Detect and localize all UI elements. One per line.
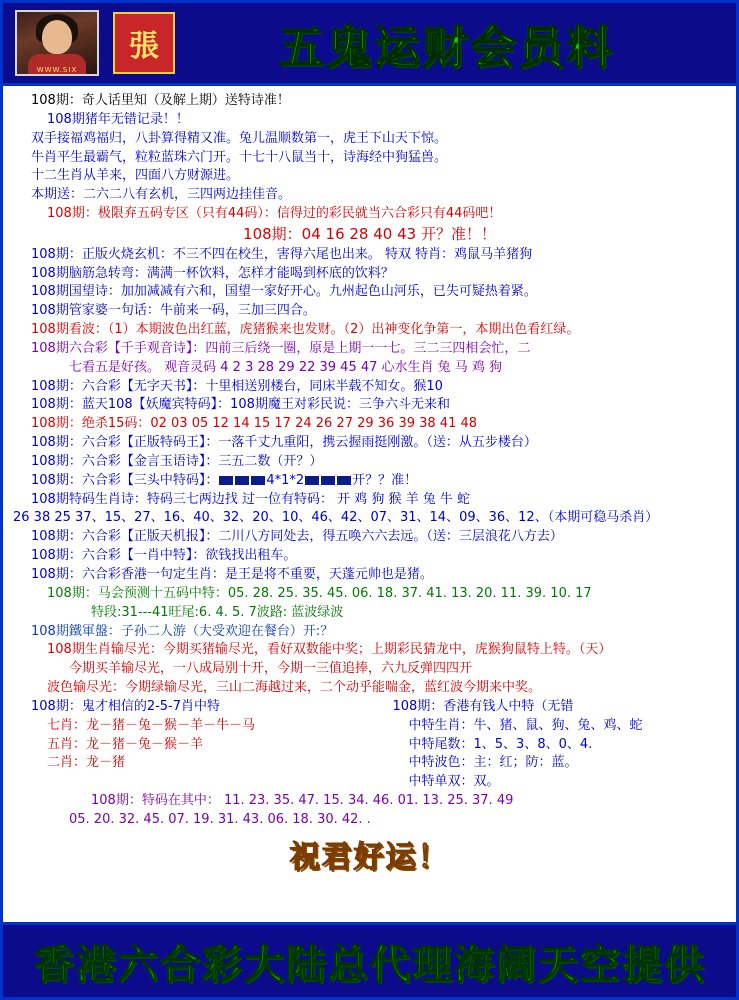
content-line: 108期：正版火烧玄机：不三不四在校生，害得六尾也出来。 特双 特肖：鸡鼠马羊猪狗 bbox=[31, 246, 533, 262]
content-line: 本期送：二六二八有玄机，三四两边挂佳音。 bbox=[31, 187, 292, 203]
content-line: 108期国望诗：加加减减有六和，国望一家好开心。九州起色山河乐，已失可疑热着紧。 bbox=[31, 284, 537, 300]
content-line: 26 38 25 37、15、27、16、40、32、20、10、46、42、07、31、14、09、36、12、（本期可稳马杀肖） bbox=[13, 510, 659, 526]
content-line: 七看五是好孩。 观音灵码 4 2 3 28 29 22 39 45 47 心水生肖 兔 马 鸡 狗 bbox=[69, 359, 503, 375]
block-marker bbox=[321, 476, 335, 485]
line-text: 开？？准！ bbox=[352, 472, 418, 488]
page-title: 五鬼运财会员料 bbox=[278, 20, 615, 74]
content-line: 108期特码生肖诗：特码三七两边找 过一位有特码： 开 鸡 狗 猴 羊 兔 牛 蛇 bbox=[31, 491, 471, 507]
tail-line-list bbox=[13, 792, 726, 830]
content-line: 七肖：龙－猪－兔－猴－羊－牛－马 bbox=[47, 717, 256, 733]
content-line: 108期：六合彩【一肖中特】：欲钱找出租车。 bbox=[31, 548, 297, 564]
content-line: 中特单双：双。 bbox=[408, 774, 500, 790]
content-line: 108期：六合彩香港一句定生肖：是王是将不重要，天蓬元帅也是猪。 bbox=[31, 567, 433, 582]
content-line: 中特波色：主：红；防：蓝。 bbox=[408, 755, 578, 771]
block-marker bbox=[305, 476, 319, 485]
content-line: 波色输尽光：今期绿输尽光，三山二海越过来，二个动乎能喘金，蓝红波今期来中奖。 bbox=[47, 680, 542, 696]
portrait-image bbox=[15, 10, 99, 76]
block-marker bbox=[219, 476, 233, 485]
content-line: 108期：六合彩【正版特码王】：一落千丈九重阳，携云握雨挺刚激。（送：从五步楼台） bbox=[31, 435, 537, 451]
right-column bbox=[375, 698, 727, 792]
content-line: 五肖：龙－猪－兔－猴－羊 bbox=[47, 736, 204, 752]
block-marker bbox=[251, 476, 265, 485]
portrait-face bbox=[42, 20, 72, 54]
content-line: 二肖：龙－猪 bbox=[47, 755, 126, 771]
line-text: 4*1*2 bbox=[266, 472, 305, 488]
content-line: 108期：奇人话里知（及解上期）送特诗准！ bbox=[31, 93, 290, 108]
block-marker bbox=[337, 476, 351, 485]
content-line: 108期：极限弃五码专区（只有44码）：信得过的彩民就当六合彩只有44码吧！ bbox=[47, 206, 502, 222]
content-line: 108期：六合彩【金言玉语诗】：三五二数（开？） bbox=[31, 453, 323, 469]
content-line: 108期：六合彩【正版天机报】：二川八方同处去，得五唤六六去远。（送：三层浪花八方去） bbox=[31, 529, 563, 545]
content-line: 108期管家婆一句话：牛前来一码，三加三四合。 bbox=[31, 303, 316, 319]
body-line-list bbox=[13, 92, 726, 698]
line-text: 108期：六合彩【三头中特码】： bbox=[31, 472, 219, 488]
two-column-block bbox=[13, 698, 726, 792]
footer-text: 香港六合彩大陆总代理海阔天空提供 bbox=[33, 941, 706, 988]
brand-badge: 張 bbox=[113, 12, 175, 74]
page-footer bbox=[3, 922, 736, 997]
lucky-wish: 祝君好运！ bbox=[289, 839, 450, 875]
content-line: 108期：蓝天108【妖魔宾特码】：108期魔王对彩民说：三争六斗无来和 bbox=[31, 397, 450, 413]
content-line: 中特生肖：牛、猪、鼠、狗、兔、鸡、蛇 bbox=[408, 717, 643, 733]
content-line: 双手接福鸡福归，八卦算得精又准。兔儿温顺数第一，虎王下山天下惊。 bbox=[31, 130, 448, 146]
content-line: 中特尾数：1、5、3、8、0、4. bbox=[408, 736, 593, 752]
main-content bbox=[3, 86, 736, 879]
content-line: 牛肖平生最霸气，粒粒蓝珠六门开。十七十八鼠当十，诗海经中狗猛兽。 bbox=[31, 149, 448, 165]
content-line: 108期生肖输尽光：今期买猪输尽光，看好双数能中奖；上期彩民猜龙中，虎猴狗鼠特上特。（天） bbox=[47, 642, 612, 658]
content-line: 108期：04 16 28 40 43 开？准！！ bbox=[243, 224, 496, 243]
content-line: 108期：香港有钱人中特（无错 bbox=[392, 698, 574, 714]
content-line: 十二生肖从羊来，四面八方财源进。 bbox=[31, 168, 240, 184]
content-line bbox=[13, 472, 726, 491]
content-line: 108期看波：（1）本期波色出红蓝，虎猪猴来也发财。（2）出神变化争第一，本期出色看红绿。 bbox=[31, 322, 580, 338]
portrait-watermark: WWW.SIX bbox=[36, 66, 78, 74]
block-marker bbox=[235, 476, 249, 485]
content-line: 今期买羊输尽光，一八成局别十开，今期一三值追捧，六九反弹四四开 bbox=[69, 661, 473, 677]
page-header bbox=[3, 3, 736, 86]
content-line: 108期：马会预测十五码中特：05. 28. 25. 35. 45. 06. 18. 37. 41. 13. 20. 11. 39. 10. 17 bbox=[47, 585, 592, 601]
content-line: 108期：鬼才相信的2-5-7肖中特 bbox=[31, 698, 221, 714]
content-line: 108期：特码在其中： 11. 23. 35. 47. 15. 34. 46. 01. 13. 25. 37. 49 bbox=[91, 793, 514, 809]
content-line: 108期脑筋急转弯：满满一杯饮料，怎样才能喝到杯底的饮料？ bbox=[31, 265, 394, 281]
content-line: 05. 20. 32. 45. 07. 19. 31. 43. 06. 18. 30. 42. . bbox=[69, 811, 371, 827]
content-line: 108期猪年无错记录！！ bbox=[47, 111, 189, 127]
left-column bbox=[13, 698, 365, 792]
content-line: 108期六合彩【千手观音诗】：四前三后绕一圈，原是上期一一七。三二三四相会忙，二 bbox=[31, 340, 531, 356]
content-line: 特段:31---41旺尾:6. 4. 5. 7波路: 蓝波绿波 bbox=[91, 604, 344, 620]
content-line: 108期：绝杀15码：02 03 05 12 14 15 17 24 26 27 29 36 39 38 41 48 bbox=[31, 416, 478, 432]
content-line: 108期：六合彩【无字天书】：十里相送别楼台，同床半载不知女。猴10 bbox=[31, 378, 443, 394]
content-line: 108期鐵軍盤：子孙二人游（大受欢迎在餐台）开:？ bbox=[31, 623, 334, 639]
